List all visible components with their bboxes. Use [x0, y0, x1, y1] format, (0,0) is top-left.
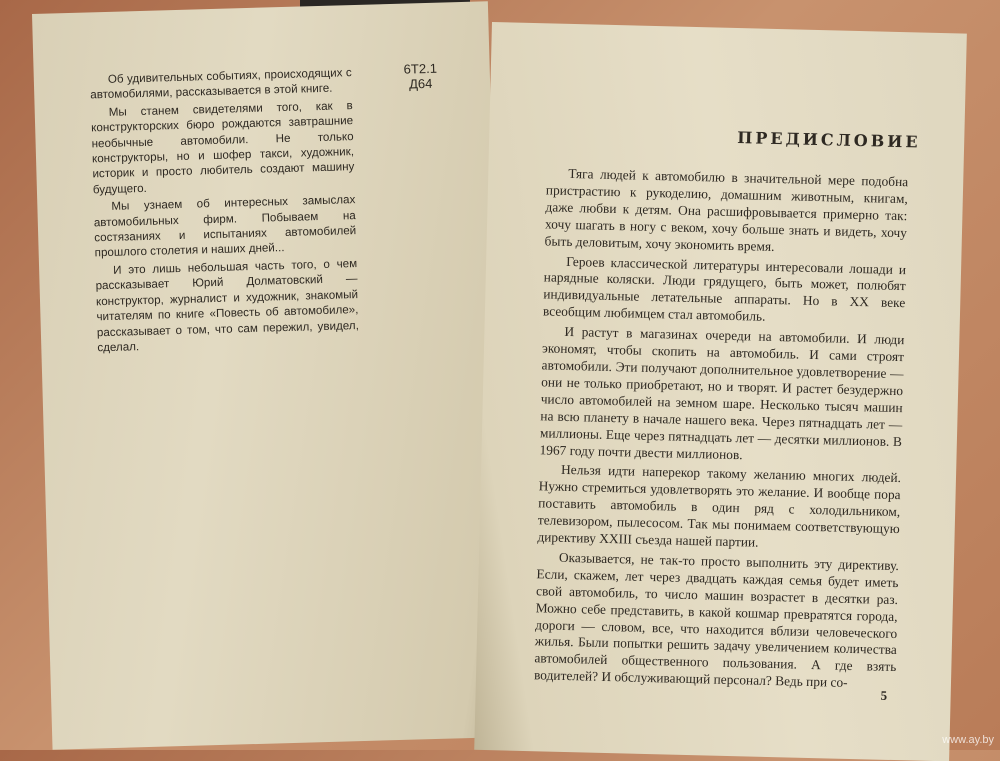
left-page	[32, 1, 508, 749]
right-page	[474, 22, 967, 761]
body-paragraph: Тяга людей к автомобилю в значительной мере подобна пристрастию к рукоделию, домашним животным, книгам, даже любви к детям. Она расшифровывается примерно так: хочу шагать в ногу с веком, хочу больше знать и видеть, хочу быть деловитым, хочу экономить время.	[544, 165, 909, 254]
annotation-text	[90, 65, 360, 358]
body-paragraph: И растут в магазинах очереди на автомобили. И люди экономят, чтобы скопить на автомобиль. И сами строят автомобили. Эти получают дополнительное удовлетворение — они не только приобретают, но и творят. И растет безудержно число автомобилей на земном шаре. Несколько тысяч машин на всю планету в начале нашего века. Через пятнадцать лет — миллионы. Еще через пятнадцать лет — десятки миллионов. В 1967 году почти двести миллионов.	[539, 324, 905, 462]
annotation-paragraph: Мы станем свидетелями того, как в конструкторских бюро рождаются завтрашние необычные автомобили. Не только конструкторы, но и шофер такси, художник, историк и просто любитель создают машину будущего.	[91, 98, 355, 197]
classification-code	[403, 61, 437, 92]
body-text	[534, 165, 909, 696]
body-paragraph: Оказывается, не так-то просто выполнить эту директиву. Если, скажем, лет через двадцать каждая семья будет иметь свой автомобиль, то число машин возрастет в десятки раз. Можно себе представить, в какой кошмар превратятся города, дороги — словом, все, что находится вблизи человеческого жилья. Были попытки решить задачу увеличением количества автомобилей общественного пользования. А где взять водителей? И обслуживающий персонал? Ведь при со-	[533, 549, 900, 691]
classification-code-line: 6Т2.1	[403, 60, 438, 77]
chapter-heading: ПРЕДИСЛОВИЕ	[737, 128, 921, 152]
classification-code-line: Д64	[408, 75, 433, 92]
page-number: 5	[880, 687, 888, 703]
watermark: www.ay.by	[942, 734, 994, 746]
body-paragraph: Героев классической литературы интересовали лошади и нарядные коляски. Люди грядущего, быть может, полюбят индивидуальные летательные аппараты. Но в XX веке всеобщим любимцем стал автомобиль.	[542, 253, 907, 325]
annotation-paragraph: И это лишь небольшая часть того, о чем рассказывает Юрий Долматовский — конструктор, журналист и художник, знакомый читателям по книге «Повесть об автомобиле», рассказывает о том, что сам пережил, увидел, сделал.	[95, 256, 359, 355]
annotation-paragraph: Мы узнаем об интересных замыслах автомобильных фирм. Побываем на состязаниях и испытаниях автомобилей прошлого столетия и наших дней...	[93, 193, 357, 260]
body-paragraph: Нельзя идти наперекор такому желанию многих людей. Нужно стремиться удовлетворять это желание. И вообще пора поставить автомобиль в один ряд с холодильником, телевизором, пылесосом. Так мы понимаем соответствующую директиву XXIII съезда нашей партии.	[537, 462, 902, 550]
annotation-paragraph: Об удивительных событиях, происходящих с автомобилями, рассказывается в этой книге.	[90, 66, 352, 102]
